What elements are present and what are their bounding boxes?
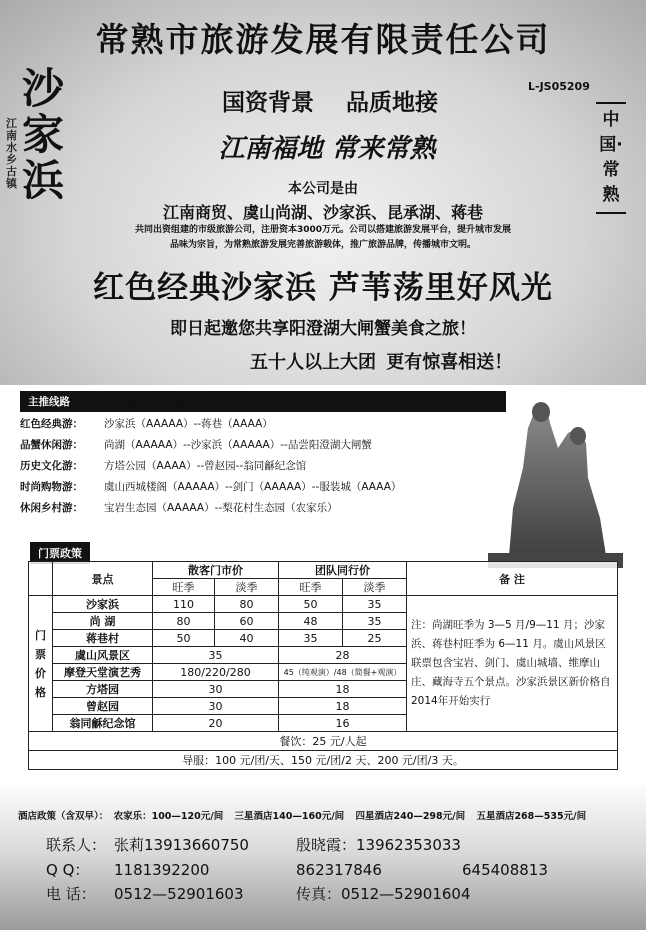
hotel-label: 酒店政策（含双早）：: [18, 811, 109, 822]
contact-person-2: 殷晓霞：13962353033: [296, 836, 461, 854]
off-header: 淡季: [215, 579, 279, 596]
peak-header: 旺季: [279, 579, 343, 596]
side-label: 门票价格: [29, 596, 53, 732]
logo-subtitle: 江南水乡古镇: [6, 117, 17, 190]
hotel-item: 农家乐：100—120元/间: [113, 811, 224, 822]
slogan: [170, 84, 490, 117]
vertical-slogan: 中国·常熟: [596, 102, 626, 214]
logo-calligraphy: 沙家浜: [22, 64, 65, 205]
footer-background: [0, 780, 646, 930]
company-title: 常熟市旅游发展有限责任公司: [95, 20, 551, 59]
table-row: 翁同龢纪念馆 20 16: [29, 715, 618, 732]
intro-line-2: 江南商贸、虞山尚湖、沙家浜、昆承湖、蒋巷: [162, 203, 483, 222]
fax-number: 传真：0512—52901604: [296, 885, 471, 903]
route-item: 休闲乡村游： 宝岩生态园（AAAAA）--梨花村生态园（农家乐）: [20, 502, 338, 514]
routes-list: [20, 414, 490, 519]
hotel-item: 三星酒店140—160元/间: [234, 811, 345, 822]
hotel-item: 四星酒店240—298元/间: [355, 811, 466, 822]
contact-qq-row: [46, 859, 548, 880]
table-row: 曾赵园 30 18: [29, 698, 618, 715]
route-item: 品蟹休闲游： 尚湖（AAAAA）--沙家浜（AAAAA）--品尝阳澄湖大闸蟹: [20, 439, 372, 451]
col-spot-header: 景点: [53, 562, 153, 596]
intro-line-4: 品味为宗旨，为常熟旅游发展完善旅游载体，推广旅游品牌，传播城市文明。: [169, 240, 476, 250]
promo-headline: 红色经典沙家浜 芦苇荡里好风光: [93, 270, 553, 306]
slogan-left: 国资背景: [221, 90, 314, 116]
hotel-item: 五星酒店268—535元/间: [476, 811, 587, 822]
intro-line-3: 共同出资组建的市级旅游公司，注册资本3000万元。公司以搭建旅游发展平台，提升城市发展: [134, 225, 512, 235]
table-row: 蒋巷村 50 40 35 25: [29, 630, 618, 647]
routes-subtitle: 周边景点可任意组合: [104, 395, 203, 408]
calligraphy-slogan: 江南福地 常来常熟: [218, 134, 436, 164]
table-row: 虞山风景区 35 28: [29, 647, 618, 664]
intro-line-1: 本公司是由: [288, 181, 358, 197]
col-group-header: 团队同行价: [279, 562, 407, 579]
route-item: 历史文化游： 方塔公园（AAAA）--曾赵园--翁同龢纪念馆: [20, 460, 307, 472]
qq-3: 645408813: [462, 861, 548, 879]
statue-image: [488, 388, 623, 568]
table-row: 尚 湖 80 60 48 35: [29, 613, 618, 630]
contact-phone-row: [46, 883, 471, 904]
tickets-badge: 门票政策: [30, 542, 90, 564]
table-row: [29, 751, 618, 770]
meal-row: 餐饮：25 元/人起: [29, 732, 618, 751]
peak-header: 旺季: [153, 579, 215, 596]
col-note-header: 备 注: [407, 562, 618, 596]
table-row: 方塔园 30 18: [29, 681, 618, 698]
off-header: 淡季: [343, 579, 407, 596]
col-retail-header: 散客门市价: [153, 562, 279, 579]
promo-sub-2: 五十人以上大团 更有惊喜相送！: [250, 352, 513, 373]
qq-2: 862317846: [296, 861, 382, 879]
route-item: 红色经典游： 沙家浜（AAAAA）--蒋巷（AAAA）: [20, 418, 273, 430]
qq-1: 1181392200: [114, 861, 210, 879]
license-code: L-JS05209: [528, 80, 590, 93]
guide-row: 导服：100 元/团/天、150 元/团/2 天、200 元/团/3 天。: [29, 751, 618, 770]
contact-person-row: [46, 834, 461, 855]
slogan-right: 品质地接: [346, 90, 438, 116]
routes-badge: 主推线路: [20, 391, 506, 412]
ticket-note: 注：尚湖旺季为 3—5 月/9—11 月；沙家浜、蒋巷村旺季为 6—11 月。虞山风景区联票包含宝岩、剑门、虞山城墙、维摩山庄、藏海寺五个景点。沙家浜景区新价格自2014年开始实行: [407, 596, 618, 732]
promo-sub-1: 即日起邀您共享阳澄湖大闸蟹美食之旅！: [170, 319, 476, 339]
table-row: [29, 732, 618, 751]
table-row: 摩登天堂演艺秀 180/220/280 45（纯观演）/48（简餐+观演）: [29, 664, 618, 681]
contact-person-1: 张莉13913660750: [114, 836, 249, 854]
phone-label: 电 话：: [46, 885, 96, 903]
table-row: [29, 562, 618, 579]
qq-label: Q Q：: [46, 861, 90, 879]
hotel-policy: [18, 808, 638, 822]
table-row: 门票价格 沙家浜 110 80 50 35 注：尚湖旺季为 3—5 月/9—11 月；沙家浜、蒋巷村旺季为 6—11 月。虞山风景区联票包含宝岩、剑门、虞山城墙、维摩山庄、藏海寺五个景点。沙家浜景区新价格自2014年开始实行: [29, 596, 618, 613]
contact-label: 联系人：: [46, 836, 107, 854]
phone-number: 0512—52901603: [114, 885, 244, 903]
ticket-price-table: [28, 561, 618, 770]
route-item: 时尚购物游： 虞山西城楼阁（AAAAA）--剑门（AAAAA）--服装城（AAAA）: [20, 481, 402, 493]
